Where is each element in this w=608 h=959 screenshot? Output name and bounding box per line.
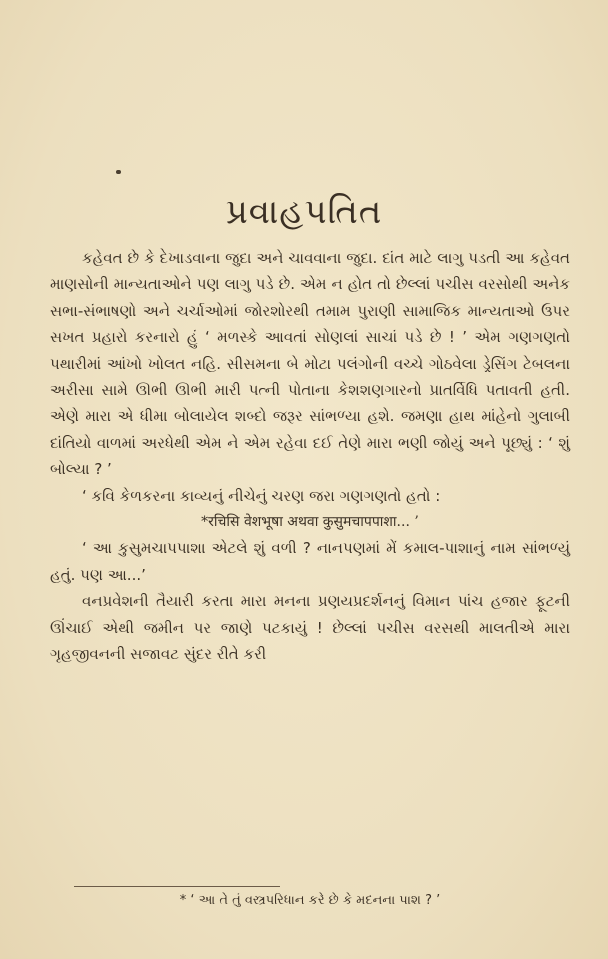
paragraph-3: ‘ આ કુસુમચાપપાશા એટલે શું વળી ? નાનપણમાં મેં કમાલ-પાશાનું નામ સાંભળ્યું હતું. પણ આ...’ <box>50 539 570 584</box>
chapter-title: પ્રવાહપતિત <box>225 192 383 232</box>
footnote: * ‘ આ તે તું વસ્ત્રપરિધાન કરે છે કે મદનના પાશ ? ’ <box>179 893 441 908</box>
paragraph-1: કહેવત છે કે દેખાડવાના જુદા અને ચાવવાના જુદા. દાંત માટે લાગુ પડતી આ કહેવત માણસોની માન્યતાઓને પણ લાગુ પડે છે. એમ ન હોત તો છેલ્લાં પચીસ વરસોથી અનેક સભા-સંભાષણો અને ચર્ચાઓમાં જોરશોરથી તમામ પુરાણી સામાજિક માન્યતાઓ ઉપર સખત પ્રહારો કરનારો હું ‘ મળસ્કે આવતાં સોણલાં સાચાં પડે છે ! ’ એમ ગણગણતો પથારીમાં આંખો ખોલત નહિ. સીસમના બે મોટા પલંગોની વચ્ચે ગોઠવેલા ડ્રેસિંગ ટેબલના અરીસા સામે ઊભી ઊભી મારી પત્ની પોતાના કેશશણગારનો પ્રાતર્વિધિ પતાવતી હતી. એણે મારા એ ધીમા બોલાયેલ શબ્દો જરૂર સાંભળ્યા હશે. જમણા હાથ માંહેનો ગુલાબી દાંતિયો વાળમાં અરધેથી એમ ને એમ રહેવા દઈ તેણે મારા ભણી જોયું અને પૂછ્યું : ‘ શું બોલ્યા ? ’ <box>50 249 570 479</box>
paragraph-4: વનપ્રવેશની તૈયારી કરતા મારા મનના પ્રણયપ્રદર્શનનું વિમાન પાંચ હજાર ફૂટની ઊંચાઈ એથી જમીન પર જાણે પટકાયું ! છેલ્લાં પચીસ વરસથી માલતીએ મારા ગૃહજીવનની સજાવટ સુંદર રીતે કરી <box>50 592 570 664</box>
sanskrit-quote-line: *रचिसि वेशभूषा अथवा कुसुमचापपाशा... ’ <box>201 514 419 531</box>
body-text <box>50 245 570 668</box>
footnote-divider <box>74 886 280 887</box>
paragraph-2: ‘ કવિ કેળકરના કાવ્યનું નીચેનું ચરણ જરા ગણગણતો હતો : <box>82 486 441 505</box>
ink-speck <box>116 170 121 174</box>
